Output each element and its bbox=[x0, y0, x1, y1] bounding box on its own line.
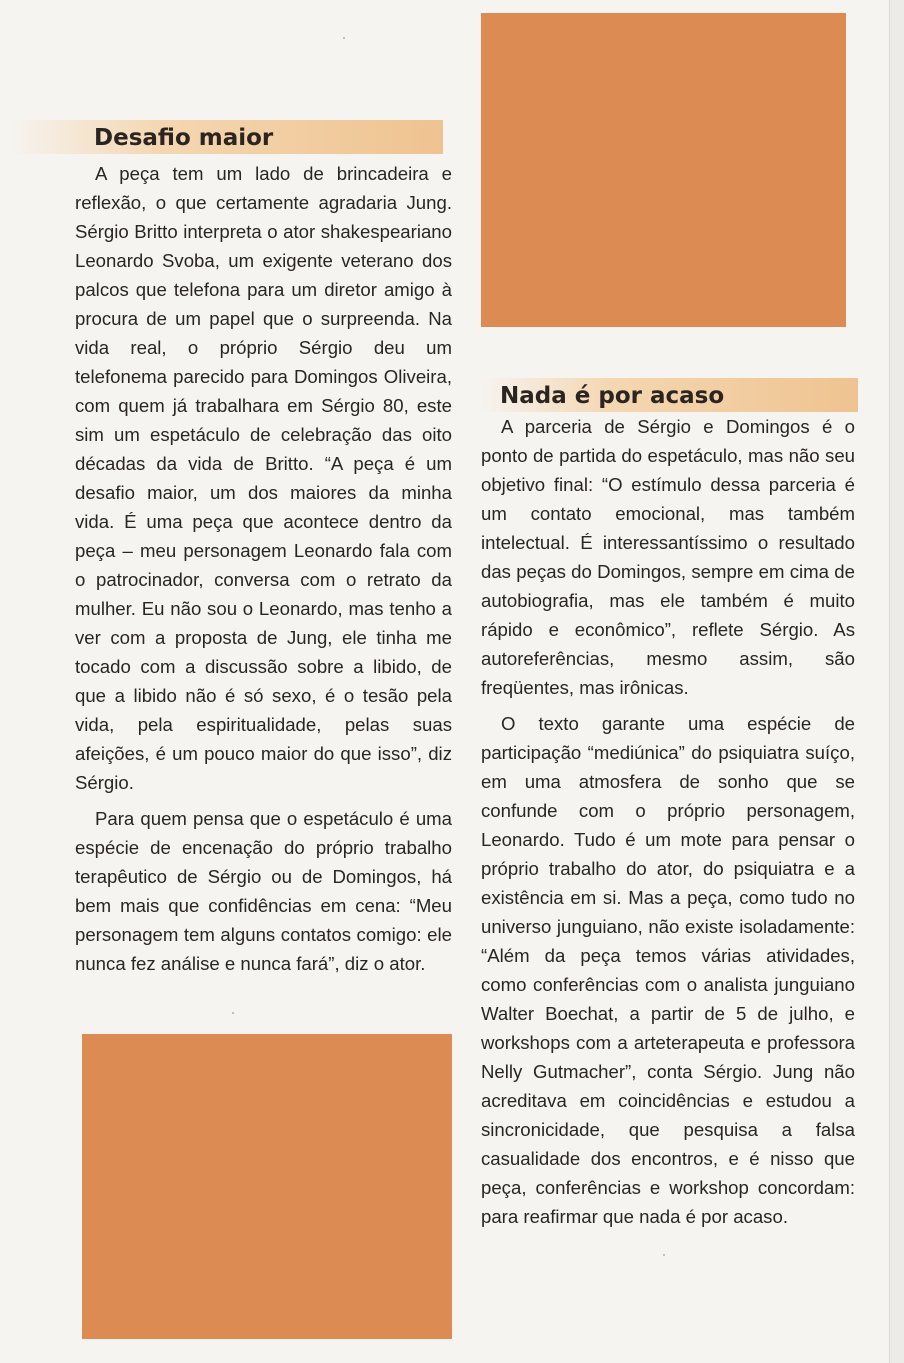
paragraph: Para quem pensa que o espetáculo é uma espécie de encenação do próprio trabalho terapêutico de Sérgio ou de Domingos, há bem mais que confidências em cena: “Meu personagem tem alguns contatos comigo: ele nunca fez análise e nunca fará”, diz o ator. bbox=[75, 808, 452, 974]
article-column-left bbox=[75, 159, 452, 978]
section-heading-desafio: Desafio maior bbox=[94, 125, 274, 151]
paragraph: O texto garante uma espécie de participação “mediúnica” do psiquiatra suíço, em uma atmosfera de sonho que se confunde com o próprio personagem, Leonardo. Tudo é um mote para pensar o próprio trabalho do ator, do psiquiatra e a existência em si. Mas a peça, como tudo no universo junguiano, não existe isoladamente: “Além da peça temos várias atividades, como conferências com o analista junguiano Walter Boechat, a partir de 5 de julho, e workshops com a arteterapeuta e professora Nelly Gutmacher”, conta Sérgio. Jung não acreditava em coincidências e estudou a sincronicidade, que pesquisa a falsa casualidade dos encontros, e é nisso que peça, conferências e workshop concordam: para reafirmar que nada é por acaso. bbox=[481, 713, 855, 1227]
section-heading-bar-desafio bbox=[8, 120, 443, 154]
photo-placeholder-top bbox=[481, 13, 846, 327]
article-column-right bbox=[481, 412, 855, 1231]
photo-placeholder-bottom bbox=[82, 1034, 452, 1339]
page-edge bbox=[889, 0, 904, 1363]
paragraph: A parceria de Sérgio e Domingos é o ponto de partida do espetáculo, mas não seu objetivo final: “O estímulo dessa parceria é um contato emocional, mas também intelectual. É interessantíssimo o resultado das peças do Domingos, sempre em cima de autobiografia, mas ele também é muito rápido e econômico”, reflete Sérgio. As autoreferências, mesmo assim, são freqüentes, mas irônicas. bbox=[481, 416, 855, 698]
section-heading-bar-nada bbox=[478, 378, 858, 412]
print-speck bbox=[232, 1012, 234, 1014]
section-heading-nada: Nada é por acaso bbox=[500, 383, 725, 409]
print-speck bbox=[663, 1254, 665, 1256]
print-speck bbox=[343, 37, 345, 39]
paragraph: A peça tem um lado de brincadeira e reflexão, o que certamente agradaria Jung. Sérgio Britto interpreta o ator shakespeariano Leonardo Svoba, um exigente veterano dos palcos que telefona para um diretor amigo à procura de um papel que o surpreenda. Na vida real, o próprio Sérgio deu um telefonema parecido para Domingos Oliveira, com quem já trabalhara em Sérgio 80, este sim um espetáculo de celebração das oito décadas da vida de Britto. “A peça é um desafio maior, um dos maiores da minha vida. É uma peça que acontece dentro da peça – meu personagem Leonardo fala com o patrocinador, conversa com o retrato da mulher. Eu não sou o Leonardo, mas tenho a ver com a proposta de Jung, ele tinha me tocado com a discussão sobre a libido, de que a libido não é só sexo, é o tesão pela vida, pela espiritualidade, pelas suas afeições, é um pouco maior do que isso”, diz Sérgio. bbox=[75, 163, 452, 793]
